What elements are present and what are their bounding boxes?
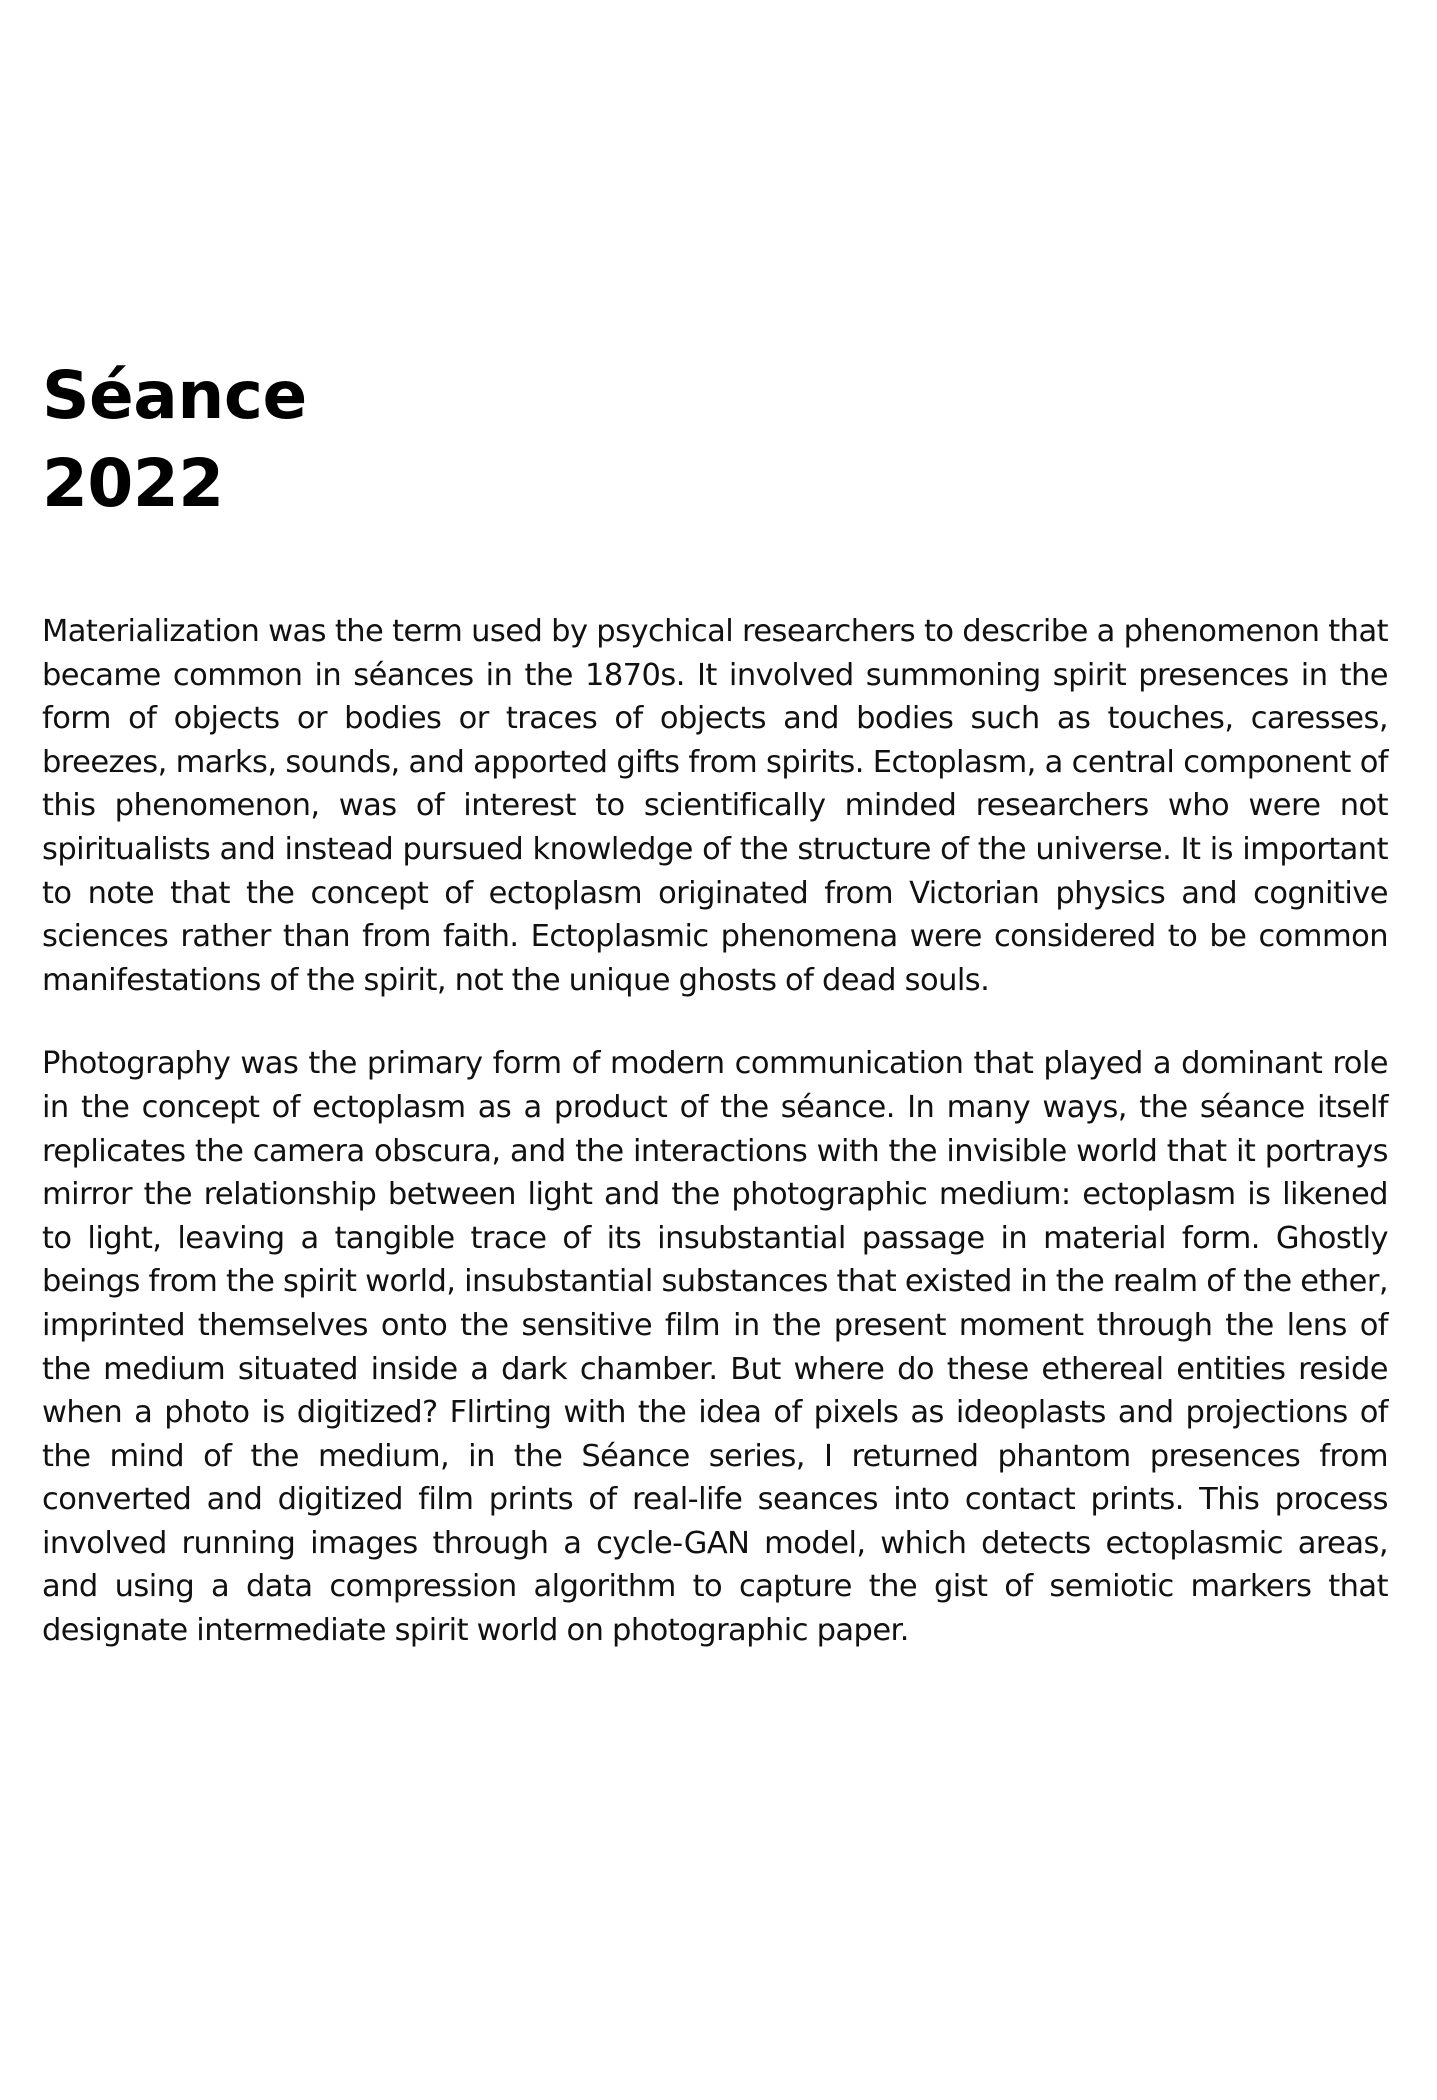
title-block xyxy=(42,352,1042,528)
paragraph-photography: Photography was the primary form of modern communication that played a dominant role in the concept of ectoplasm as a product of the séance. In many ways, the séance itself replicates the camera obscura, and the interactions with the invisible world that it portrays mirror the relationship between light and the photographic medium: ectoplasm is likened to light, leaving a tangible trace of its insubstantial passage in material form. Ghostly beings from the spirit world, insubstantial substances that existed in the realm of the ether, imprinted themselves onto the sensitive film in the present moment through the lens of the medium situated inside a dark chamber. But where do these ethereal entities reside when a photo is digitized? Flirting with the idea of pixels as ideoplasts and projections of the mind of the medium, in the Séance series, I returned phantom presences from converted and digitized film prints of real-life seances into contact prints. This process involved running images through a cycle-GAN model, which detects ectoplasmic areas, and using a data compression algorithm to capture the gist of semiotic markers that designate intermediate spirit world on photographic paper. xyxy=(42,1046,1388,1649)
body-text xyxy=(42,610,1388,1693)
page-title: Séance xyxy=(42,357,307,434)
page-year: 2022 xyxy=(42,445,224,522)
paragraph-materialization: Materialization was the term used by psychical researchers to describe a phenomenon that became common in séances in the 1870s. It involved summoning spirit presences in the form of objects or bodies or traces of objects and bodies such as touches, caresses, breezes, marks, sounds, and apported gifts from spirits. Ectoplasm, a central component of this phenomenon, was of interest to scientifically minded researchers who were not spiritualists and instead pursued knowledge of the structure of the universe. It is important to note that the concept of ectoplasm originated from Victorian physics and cognitive sciences rather than from faith. Ectoplasmic phenomena were considered to be common manifestations of the spirit, not the unique ghosts of dead souls. xyxy=(42,614,1388,998)
